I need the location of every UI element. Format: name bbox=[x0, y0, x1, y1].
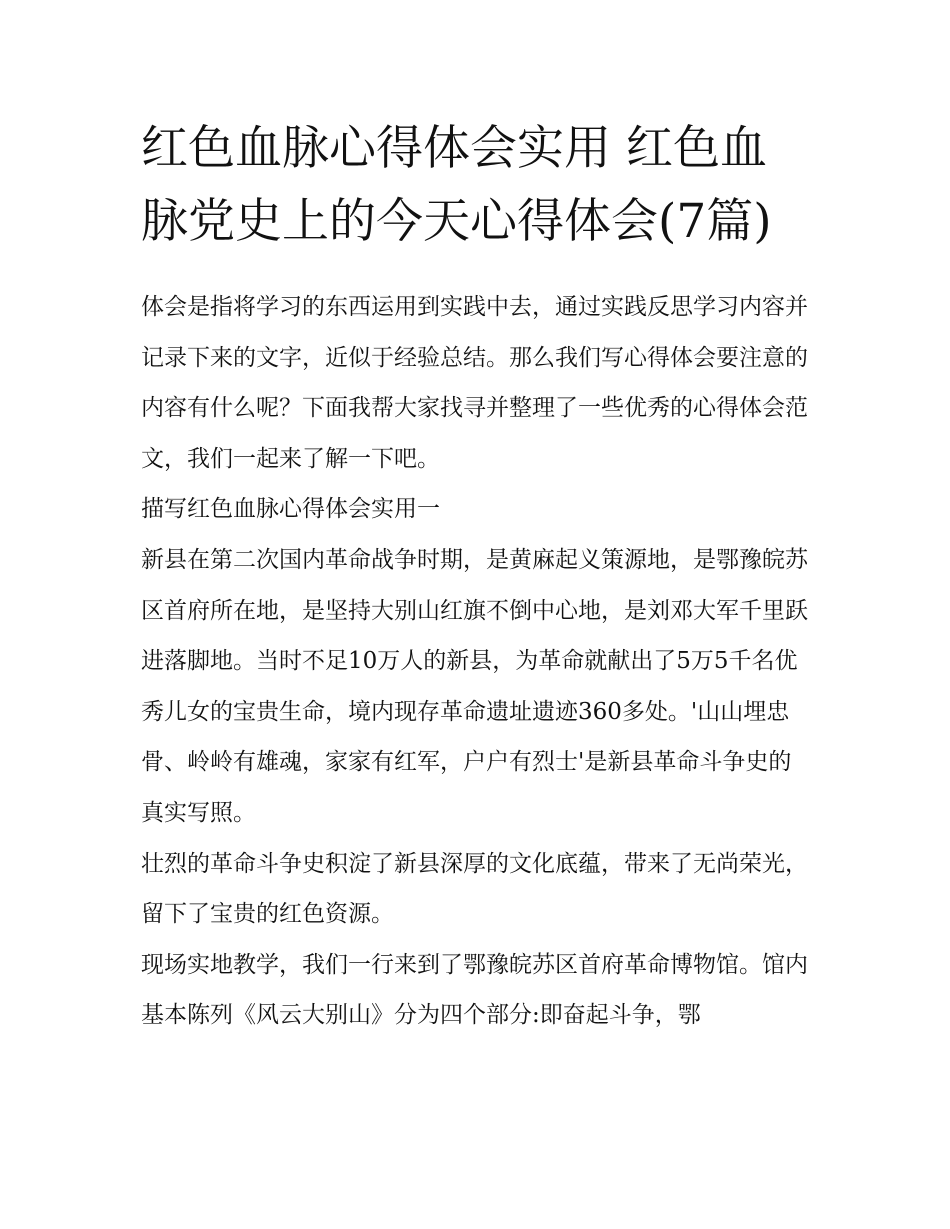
body-paragraph: 新县在第二次国内革命战争时期，是黄麻起义策源地，是鄂豫皖苏区首府所在地，是坚持大别山红旗不倒中心地，是刘邓大军千里跃进落脚地。当时不足10万人的新县，为革命就献出了5万5千名优秀儿女的宝贵生命，境内现存革命遗址遗迹360多处。'山山埋忠骨、岭岭有雄魂，家家有红军，户户有烈士'是新县革命斗争史的真实写照。 bbox=[141, 546, 808, 826]
intro-paragraph: 体会是指将学习的东西运用到实践中去，通过实践反思学习内容并记录下来的文字，近似于经验总结。那么我们写心得体会要注意的内容有什么呢？下面我帮大家找寻并整理了一些优秀的心得体会范文，我们一起来了解一下吧。 bbox=[141, 294, 808, 472]
document-title: 红色血脉心得体会实用 红色血脉党史上的今天心得体会(7篇) bbox=[141, 121, 772, 249]
body-paragraph: 现场实地教学，我们一行来到了鄂豫皖苏区首府革命博物馆。馆内基本陈列《风云大别山》分为四个部分:即奋起斗争，鄂 bbox=[141, 951, 808, 1029]
section-heading: 描写红色血脉心得体会实用一 bbox=[141, 496, 440, 523]
document-body bbox=[141, 112, 813, 1041]
title-spacer bbox=[141, 258, 813, 282]
body-paragraph: 壮烈的革命斗争史积淀了新县深厚的文化底蕴，带来了无尚荣光，留下了宝贵的红色资源。 bbox=[141, 850, 808, 928]
